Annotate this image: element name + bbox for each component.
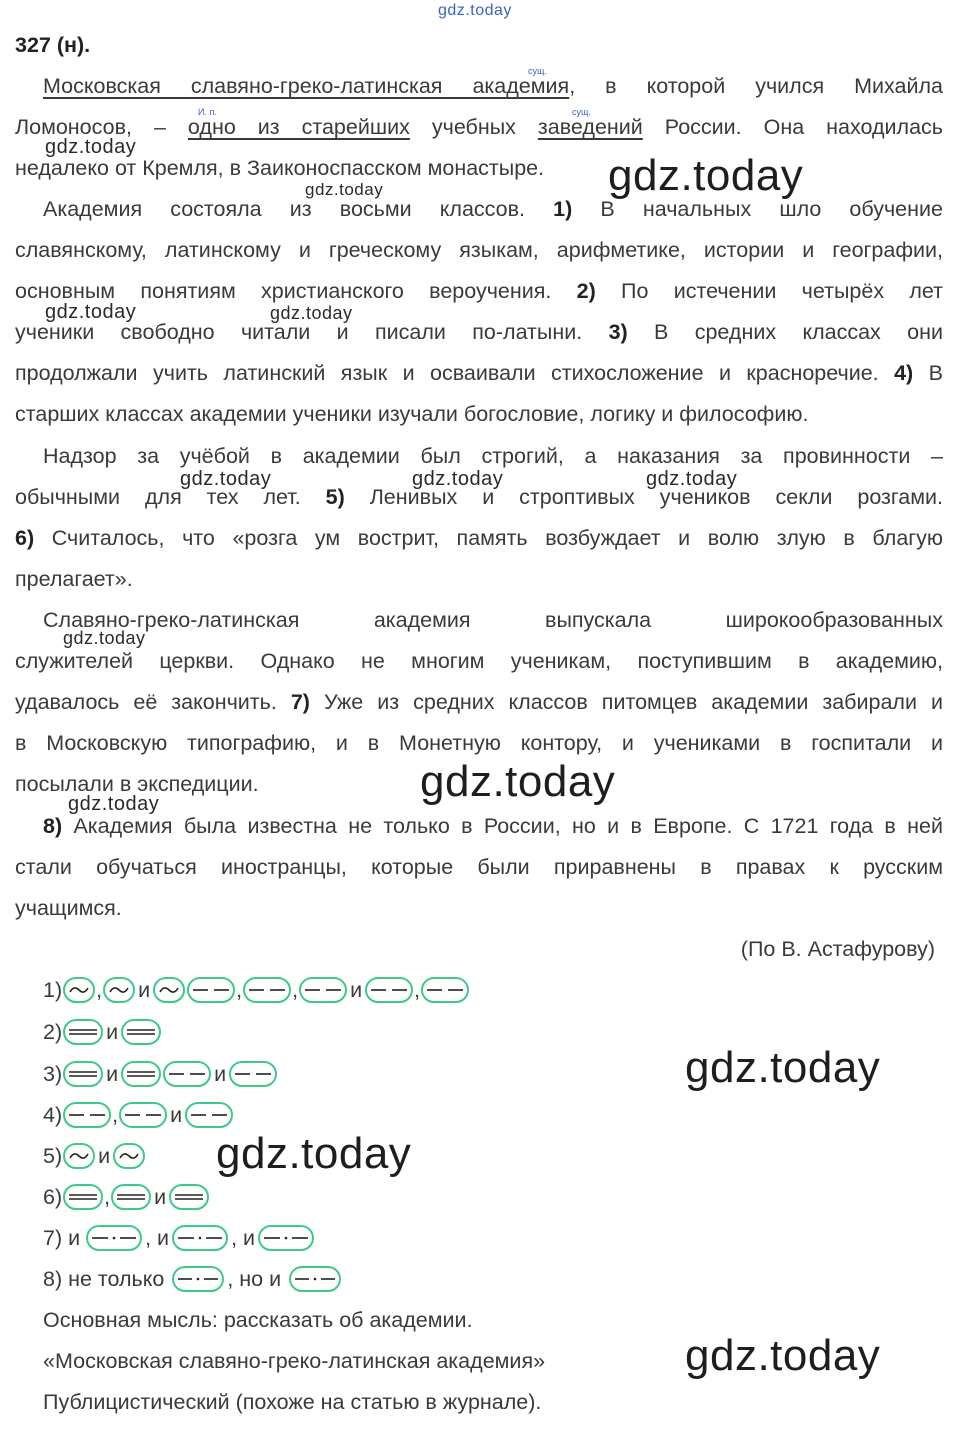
text: Академия была известна не только в России, но и в Европе. С 1721 года в ней <box>62 814 943 838</box>
sentence-number: 8) <box>43 814 63 838</box>
p4-line-4: в Московскую типографию, и в Монетную контору, и учениками в госпитали и <box>15 731 943 755</box>
sep: и <box>98 1143 111 1168</box>
sep: , <box>236 977 243 1002</box>
dash-dash-symbol-icon <box>63 1102 111 1128</box>
double-line-symbol-icon <box>63 1184 103 1210</box>
scheme-row-8 <box>43 1259 342 1299</box>
p1-line-3: недалеко от Кремля, в Заиконоспасском монастыре. <box>15 156 545 180</box>
wave-symbol-icon <box>63 1143 95 1169</box>
text: В начальных шло обучение <box>572 197 943 221</box>
row-label: 7) и <box>43 1225 81 1250</box>
sep: , и <box>145 1225 170 1250</box>
double-line-symbol-icon <box>169 1184 209 1210</box>
sep: и <box>154 1184 167 1209</box>
text-style: Публицистический (похоже на статью в журнале). <box>43 1390 542 1414</box>
p4-line-5: посылали в экспедиции. <box>15 772 259 796</box>
text-title: «Московская славяно-греко-латинская академия» <box>43 1349 546 1373</box>
row-label: 3) <box>43 1061 63 1086</box>
dash-dash-symbol-icon <box>243 977 291 1003</box>
text: Академия состояла из восьми классов. <box>43 197 554 221</box>
row-label: 6) <box>43 1184 63 1209</box>
dash-dash-symbol-icon <box>365 977 413 1003</box>
dash-dash-symbol-icon <box>185 1102 233 1128</box>
watermark: gdz.today <box>685 1331 881 1380</box>
text: , в которой учился Михайла <box>569 74 943 98</box>
dash-dot-symbol-icon <box>86 1225 142 1251</box>
text: В <box>913 361 943 385</box>
sentence-number: 6) <box>15 526 35 550</box>
p4-line-1: Славяно-греко-латинская академия выпускала широкообразованных <box>43 608 943 632</box>
scheme-row-1 <box>43 970 470 1010</box>
sentence-number: 2) <box>576 279 596 303</box>
scheme-row-4 <box>43 1095 234 1135</box>
wave-symbol-icon <box>63 977 95 1003</box>
sentence-number: 1) <box>553 197 573 221</box>
p3-line-1: Надзор за учёбой в академии был строгий, а наказания за провинности – <box>43 444 943 468</box>
watermark-top: gdz.today <box>438 2 512 19</box>
watermark: gdz.today <box>608 151 804 200</box>
text: продолжали учить латинский язык и осваивали стихосложение и красноречие. <box>15 361 895 385</box>
text: Ленивых и строптивых учеников секли розгами. <box>344 485 943 509</box>
p5-line-3: учащимся. <box>15 896 122 920</box>
text: удавалось её закончить. <box>15 690 291 714</box>
scheme-row-7 <box>43 1218 315 1258</box>
sep: , <box>96 977 103 1002</box>
sep: и <box>214 1061 227 1086</box>
p5-line-2: стали обучаться иностранцы, которые были приравнены в правах к русским <box>15 855 943 879</box>
p2-line-6: старших классах академии ученики изучали богословие, логику и философию. <box>15 402 809 426</box>
p2-line-2: славянскому, латинскому и греческому языкам, арифметике, истории и географии, <box>15 238 943 262</box>
p2-line-1 <box>43 189 943 230</box>
wave-symbol-icon <box>113 1143 145 1169</box>
p4-line-3 <box>15 682 943 723</box>
dash-dot-symbol-icon <box>289 1266 341 1292</box>
scheme-row-2 <box>43 1012 162 1052</box>
dash-dot-symbol-icon <box>258 1225 314 1251</box>
watermark: gdz.today <box>305 180 384 199</box>
p4-line-2: служителей церкви. Однако не многим ученикам, поступившим в академию, <box>15 649 943 673</box>
source-attribution: (По В. Астафурову) <box>740 937 935 961</box>
p2-line-4 <box>15 312 943 353</box>
p1-line-2 <box>15 107 943 148</box>
sup-noun-2: сущ. <box>572 107 591 117</box>
p5-line-1 <box>43 806 943 847</box>
row-label: 8) не только <box>43 1266 165 1291</box>
dash-dash-symbol-icon <box>187 977 235 1003</box>
row-label: 2) <box>43 1019 63 1044</box>
sentence-number: 4) <box>894 361 914 385</box>
sentence-number: 5) <box>325 485 345 509</box>
double-line-symbol-icon <box>111 1184 151 1210</box>
text: обычными для тех лет. <box>15 485 326 509</box>
sup-nominative: И. п. <box>198 107 217 117</box>
row-label: 5) <box>43 1143 63 1168</box>
watermark: gdz.today <box>685 1043 881 1092</box>
sep: и <box>106 1061 119 1086</box>
watermark: gdz.today <box>68 793 160 815</box>
double-line-symbol-icon <box>63 1061 103 1087</box>
text: ученики свободно читали и писали по-латыни. <box>15 320 609 344</box>
p1-line-1 <box>43 66 943 107</box>
scheme-row-6 <box>43 1177 210 1217</box>
dash-dash-symbol-icon <box>299 977 347 1003</box>
watermark: gdz.today <box>216 1129 412 1178</box>
wave-symbol-icon <box>103 977 135 1003</box>
p3-line-3 <box>15 518 943 559</box>
text: Считалось, что «розга ум вострит, память возбуждает и волю злую в благую <box>34 526 943 550</box>
sep: и <box>138 977 151 1002</box>
p3-line-4: прелагает». <box>15 567 133 591</box>
scheme-row-5 <box>43 1136 146 1176</box>
sep: , <box>414 977 421 1002</box>
text: учебных <box>409 115 538 139</box>
sentence-number: 7) <box>290 690 310 714</box>
text: России. Она находилась <box>642 115 944 139</box>
sep: , но и <box>227 1266 282 1291</box>
dash-dot-symbol-icon <box>172 1225 228 1251</box>
row-label: 1) <box>43 977 63 1002</box>
watermark: gdz.today <box>180 468 272 490</box>
row-label: 4) <box>43 1102 63 1127</box>
watermark: gdz.today <box>45 301 137 323</box>
double-line-symbol-icon <box>121 1019 161 1045</box>
sep: и <box>106 1019 119 1044</box>
sep: , <box>292 977 299 1002</box>
watermark: gdz.today <box>646 468 738 490</box>
text: Ломоносов, – <box>15 115 188 139</box>
text: По истечении четырёх лет <box>595 279 943 303</box>
dash-dot-symbol-icon <box>172 1266 224 1292</box>
wave-symbol-icon <box>153 977 185 1003</box>
p2-line-3 <box>15 271 943 312</box>
sep: и <box>350 977 363 1002</box>
double-line-symbol-icon <box>121 1061 161 1087</box>
scheme-row-3 <box>43 1054 278 1094</box>
main-idea: Основная мысль: рассказать об академии. <box>43 1308 473 1332</box>
watermark: gdz.today <box>270 303 353 323</box>
dash-dash-symbol-icon <box>163 1061 211 1087</box>
text: Уже из средних классов питомцев академии забирали и <box>309 690 943 714</box>
p2-line-5 <box>15 353 943 394</box>
exercise-number: 327 (н). <box>15 33 91 57</box>
dash-dash-symbol-icon <box>421 977 469 1003</box>
watermark: gdz.today <box>63 628 146 648</box>
text: основным понятиям христианского вероучения. <box>15 279 577 303</box>
dash-dash-symbol-icon <box>229 1061 277 1087</box>
subject-phrase: Московская славяно-греко-латинская академия <box>43 74 570 98</box>
watermark: gdz.today <box>420 757 616 806</box>
sep: и <box>170 1102 183 1127</box>
sup-noun-1: сущ. <box>528 66 547 76</box>
predicate-phrase: одно из старейших <box>187 115 410 139</box>
sep: , <box>112 1102 119 1127</box>
sep: , <box>104 1184 111 1209</box>
sentence-number: 3) <box>608 320 628 344</box>
noun-underlined: заведений <box>537 115 643 139</box>
text: В средних классах они <box>627 320 943 344</box>
watermark: gdz.today <box>412 468 504 490</box>
double-line-symbol-icon <box>63 1019 103 1045</box>
dash-dash-symbol-icon <box>119 1102 167 1128</box>
sep: , и <box>231 1225 256 1250</box>
watermark: gdz.today <box>45 136 137 158</box>
